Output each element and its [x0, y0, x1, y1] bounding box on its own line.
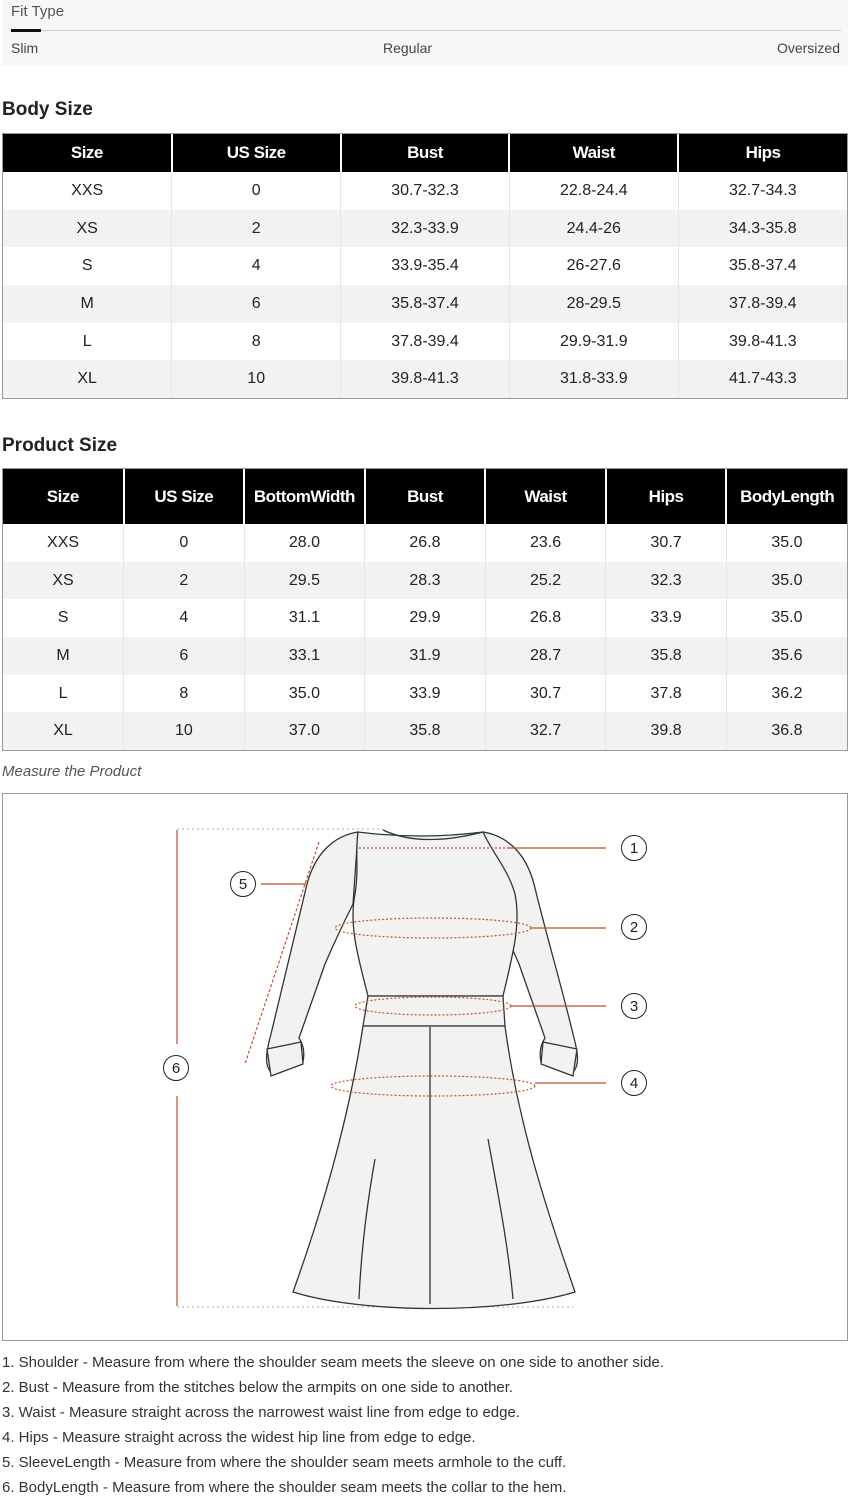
table-cell: 34.3-35.8 — [678, 210, 847, 248]
table-cell: XS — [3, 210, 172, 248]
product-size-heading: Product Size — [2, 435, 118, 456]
fit-type-panel — [2, 0, 848, 66]
table-cell: 36.8 — [726, 712, 847, 750]
callout-1-label: 1 — [629, 840, 639, 857]
fit-type-title: Fit Type — [11, 3, 65, 20]
table-cell: 37.8-39.4 — [341, 323, 510, 361]
dress-icon — [267, 830, 578, 1309]
table-cell: 39.8-41.3 — [341, 360, 510, 398]
table-cell: 37.8 — [606, 675, 727, 713]
table-cell: 30.7-32.3 — [341, 172, 510, 210]
fit-option-regular: Regular — [383, 40, 433, 56]
table-cell: XXS — [3, 172, 172, 210]
table-row — [3, 675, 847, 713]
body-col-us-size: US Size — [172, 134, 341, 172]
table-cell: 24.4-26 — [509, 210, 678, 248]
table-cell: 32.3 — [606, 562, 727, 600]
table-cell: 35.6 — [726, 637, 847, 675]
table-cell: L — [3, 323, 172, 361]
table-cell: 29.9 — [365, 599, 486, 637]
table-cell: 35.8 — [606, 637, 727, 675]
table-cell: 30.7 — [606, 524, 727, 562]
measure-caption: Measure the Product — [2, 763, 142, 780]
table-cell: 32.3-33.9 — [341, 210, 510, 248]
table-cell: 26-27.6 — [509, 247, 678, 285]
product-col-bust: Bust — [365, 469, 486, 524]
table-cell: 2 — [124, 562, 245, 600]
table-cell: L — [3, 675, 124, 713]
table-cell: 25.2 — [485, 562, 606, 600]
table-cell: 37.0 — [244, 712, 365, 750]
table-row — [3, 524, 847, 562]
table-cell: 35.8 — [365, 712, 486, 750]
note-body-length: 6. BodyLength - Measure from where the shoulder seam meets the collar to the hem. — [2, 1479, 567, 1496]
product-size-table — [2, 468, 848, 751]
table-cell: 0 — [172, 172, 341, 210]
body-col-waist: Waist — [509, 134, 678, 172]
product-col-size: Size — [3, 469, 124, 524]
note-shoulder: 1. Shoulder - Measure from where the shoulder seam meets the sleeve on one side to another side. — [2, 1354, 665, 1371]
callout-2-label: 2 — [629, 919, 639, 936]
table-cell: 28-29.5 — [509, 285, 678, 323]
product-col-us-size: US Size — [124, 469, 245, 524]
table-cell: 35.0 — [726, 562, 847, 600]
table-cell: S — [3, 247, 172, 285]
table-cell: 36.2 — [771, 684, 803, 702]
body-col-bust: Bust — [341, 134, 510, 172]
product-col-bottom-width: BottomWidth — [244, 469, 365, 524]
table-cell: 29.5 — [244, 562, 365, 600]
fit-type-marker — [11, 29, 41, 32]
table-cell: 33.9-35.4 — [341, 247, 510, 285]
table-cell: XL — [3, 712, 124, 750]
table-cell: 35.8-37.4 — [341, 285, 510, 323]
table-row — [3, 562, 847, 600]
table-cell: 35.8-37.4 — [729, 257, 797, 275]
table-cell: 33.1 — [244, 637, 365, 675]
table-cell: 2 — [172, 210, 341, 248]
fit-option-slim: Slim — [11, 40, 39, 56]
table-cell: 39.8 — [606, 712, 727, 750]
callout-5-label: 5 — [238, 876, 248, 893]
table-cell: XXS — [3, 524, 124, 562]
body-size-header-row — [3, 134, 847, 172]
table-cell: 8 — [172, 323, 341, 361]
table-row — [3, 599, 847, 637]
table-cell: 22.8-24.4 — [509, 172, 678, 210]
table-cell: 0 — [124, 524, 245, 562]
table-cell: 35.0 — [771, 609, 803, 627]
measurement-diagram — [2, 793, 848, 1341]
table-cell: 26.8 — [365, 524, 486, 562]
note-sleeve-length: 5. SleeveLength - Measure from where the shoulder seam meets armhole to the cuff. — [2, 1454, 567, 1471]
table-cell: 4 — [124, 599, 245, 637]
table-cell: 28.3 — [365, 562, 486, 600]
note-hips: 4. Hips - Measure straight across the widest hip line from edge to edge. — [2, 1429, 476, 1446]
body-col-size: Size — [3, 134, 172, 172]
table-row — [3, 247, 847, 285]
product-col-waist: Waist — [485, 469, 606, 524]
table-cell: 32.7 — [485, 712, 606, 750]
table-row — [3, 712, 847, 750]
table-cell: 26.8 — [485, 599, 606, 637]
table-cell: 10 — [172, 360, 341, 398]
table-cell: 30.7 — [485, 675, 606, 713]
table-cell: 37.8-39.4 — [678, 285, 847, 323]
table-cell: 33.9 — [365, 675, 486, 713]
table-cell: 31.9 — [365, 637, 486, 675]
table-cell: 41.7-43.3 — [678, 360, 847, 398]
table-cell: 32.7-34.3 — [729, 181, 797, 199]
table-cell: S — [3, 599, 124, 637]
table-row — [3, 637, 847, 675]
table-cell: 10 — [124, 712, 245, 750]
callout-4-label: 4 — [629, 1075, 639, 1092]
table-cell: 28.7 — [485, 637, 606, 675]
table-cell: 6 — [172, 285, 341, 323]
body-size-table — [2, 133, 848, 399]
body-size-heading: Body Size — [2, 99, 93, 120]
fit-type-track — [11, 30, 841, 31]
callout-3-label: 3 — [629, 998, 639, 1015]
table-cell: 39.8-41.3 — [729, 332, 797, 350]
table-cell: 28.0 — [244, 524, 365, 562]
table-cell: XS — [3, 562, 124, 600]
measurement-notes — [2, 1353, 848, 1500]
table-row — [3, 323, 847, 361]
note-bust: 2. Bust - Measure from the stitches below the armpits on one side to another. — [2, 1379, 514, 1396]
table-cell: 8 — [124, 675, 245, 713]
table-cell: 23.6 — [485, 524, 606, 562]
table-row — [3, 285, 847, 323]
note-waist: 3. Waist - Measure straight across the narrowest waist line from edge to edge. — [2, 1404, 521, 1421]
table-cell: M — [3, 637, 124, 675]
table-cell: XL — [3, 360, 172, 398]
table-cell: 35.0 — [244, 675, 365, 713]
body-col-hips: Hips — [678, 134, 847, 172]
table-cell: 35.0 — [771, 533, 803, 551]
table-row — [3, 210, 847, 248]
product-col-hips: Hips — [606, 469, 727, 524]
table-cell: 29.9-31.9 — [509, 323, 678, 361]
table-cell: 31.8-33.9 — [509, 360, 678, 398]
product-size-header-row — [3, 469, 847, 524]
table-row — [3, 172, 847, 210]
table-cell: 6 — [124, 637, 245, 675]
callout-6-label: 6 — [171, 1060, 181, 1077]
table-cell: M — [3, 285, 172, 323]
table-cell: 33.9 — [606, 599, 727, 637]
table-cell: 4 — [172, 247, 341, 285]
table-cell: 31.1 — [244, 599, 365, 637]
fit-option-oversized: Oversized — [776, 40, 840, 56]
dress-illustration — [3, 794, 847, 1340]
product-col-body-length: BodyLength — [726, 469, 847, 524]
table-row — [3, 360, 847, 398]
